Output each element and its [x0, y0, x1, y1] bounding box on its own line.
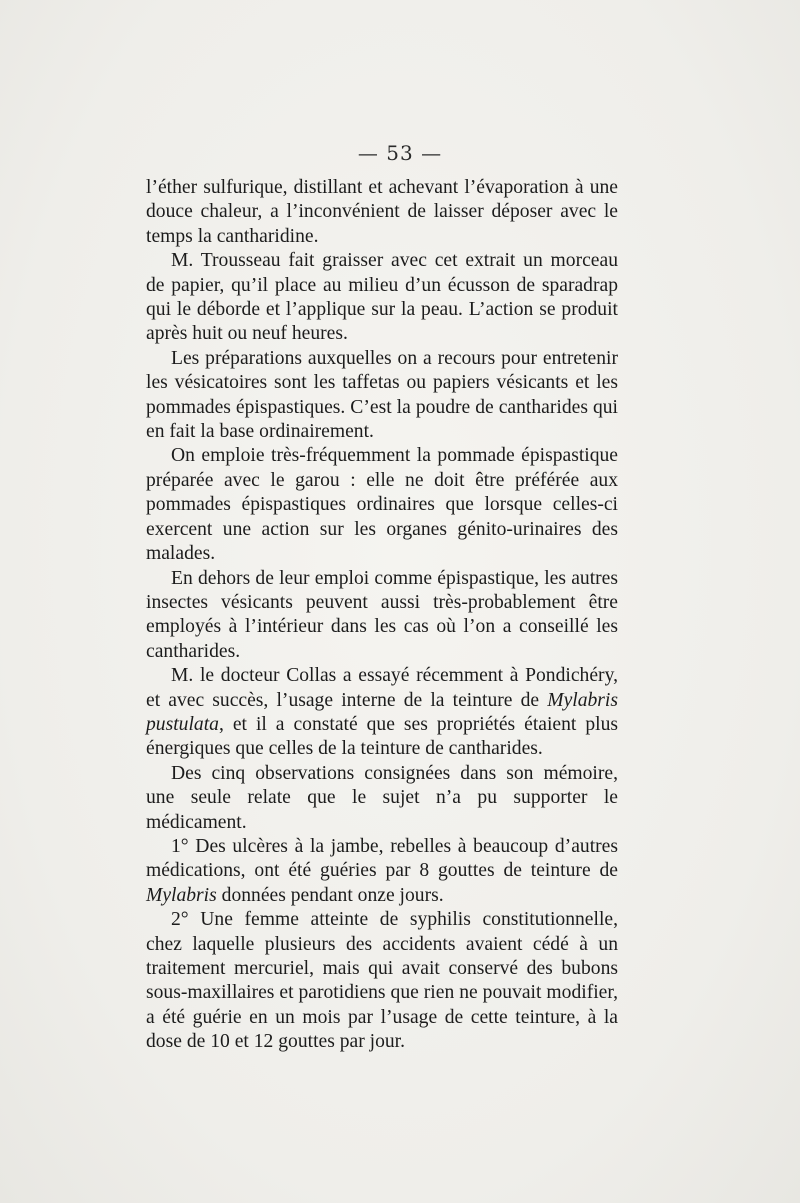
paragraph-6: [146, 664, 618, 762]
paragraph-8: [146, 835, 618, 908]
paragraph-text: 2° Une femme atteinte de syphilis constitutionnelle, chez laquelle plusieurs des accidents avaient cédé à un traitement mercuriel, mais qui avait conservé des bubons sous-maxillaires et parotidiens que rien ne pouvait modifier, a été guérie en un mois par l’usage de cette teinture, à la dose de 10 et 12 gouttes par jour.: [146, 909, 618, 1053]
paragraph-4: [146, 444, 618, 566]
paragraph-3: [146, 347, 618, 445]
paragraph-text: l’éther sulfurique, distillant et achevant l’évaporation à une douce chaleur, a l’inconvénient de laisser déposer avec le temps la cantharidine.: [146, 177, 618, 247]
paragraph-5: [146, 567, 618, 665]
paragraph-9: [146, 908, 618, 1054]
paragraph-7: [146, 762, 618, 835]
paragraph-2: [146, 249, 618, 347]
paragraph-text: M. le docteur Collas a essayé récemment à Pondichéry, et avec succès, l’usage interne de la teinture de: [146, 665, 618, 711]
paragraph-text: Des cinq observations consignées dans son mémoire, une seule relate que le sujet n’a pu supporter le médicament.: [146, 762, 618, 833]
body-text: [146, 176, 618, 1055]
paragraph-text: En dehors de leur emploi comme épispastique, les autres insectes vésicants peuvent aussi très-probablement être employés à l’intérieur dans les cas où l’on a conseillé les cantharides.: [146, 567, 618, 662]
page-number: — 53 —: [357, 141, 443, 165]
species-name-italic: Mylabris pustulata: [146, 689, 618, 735]
paragraph-text: M. Trousseau fait graisser avec cet extrait un morceau de papier, qu’il place au milieu d’un écusson de sparadrap qui le déborde et l’applique sur la peau. L’action se produit après huit ou neuf heures.: [146, 250, 618, 345]
paragraph-text: On emploie très-fréquemment la pommade épispastique préparée avec le garou : elle ne doit être préférée aux pommades épispastiques ordinaires que lorsque celles-ci exercent une action sur les organes génito-urinaires des malades.: [146, 445, 618, 565]
paragraph-1: [146, 176, 618, 249]
paragraph-text: Les préparations auxquelles on a recours pour entretenir les vésicatoires sont les taffetas ou papiers vésicants et les pommades épispastiques. C’est la poudre de cantharides qui en fait la base ordinairement.: [146, 347, 618, 443]
paragraph-text: données pendant onze jours.: [216, 884, 444, 906]
species-name-italic: Mylabris: [146, 884, 217, 906]
paragraph-text: 1° Des ulcères à la jambe, rebelles à beaucoup d’autres médications, ont été guéries par 8 gouttes de teinture de: [146, 835, 618, 882]
paragraph-text: , et il a constaté que ses propriétés étaient plus énergiques que celles de la teinture de cantharides.: [146, 713, 618, 760]
